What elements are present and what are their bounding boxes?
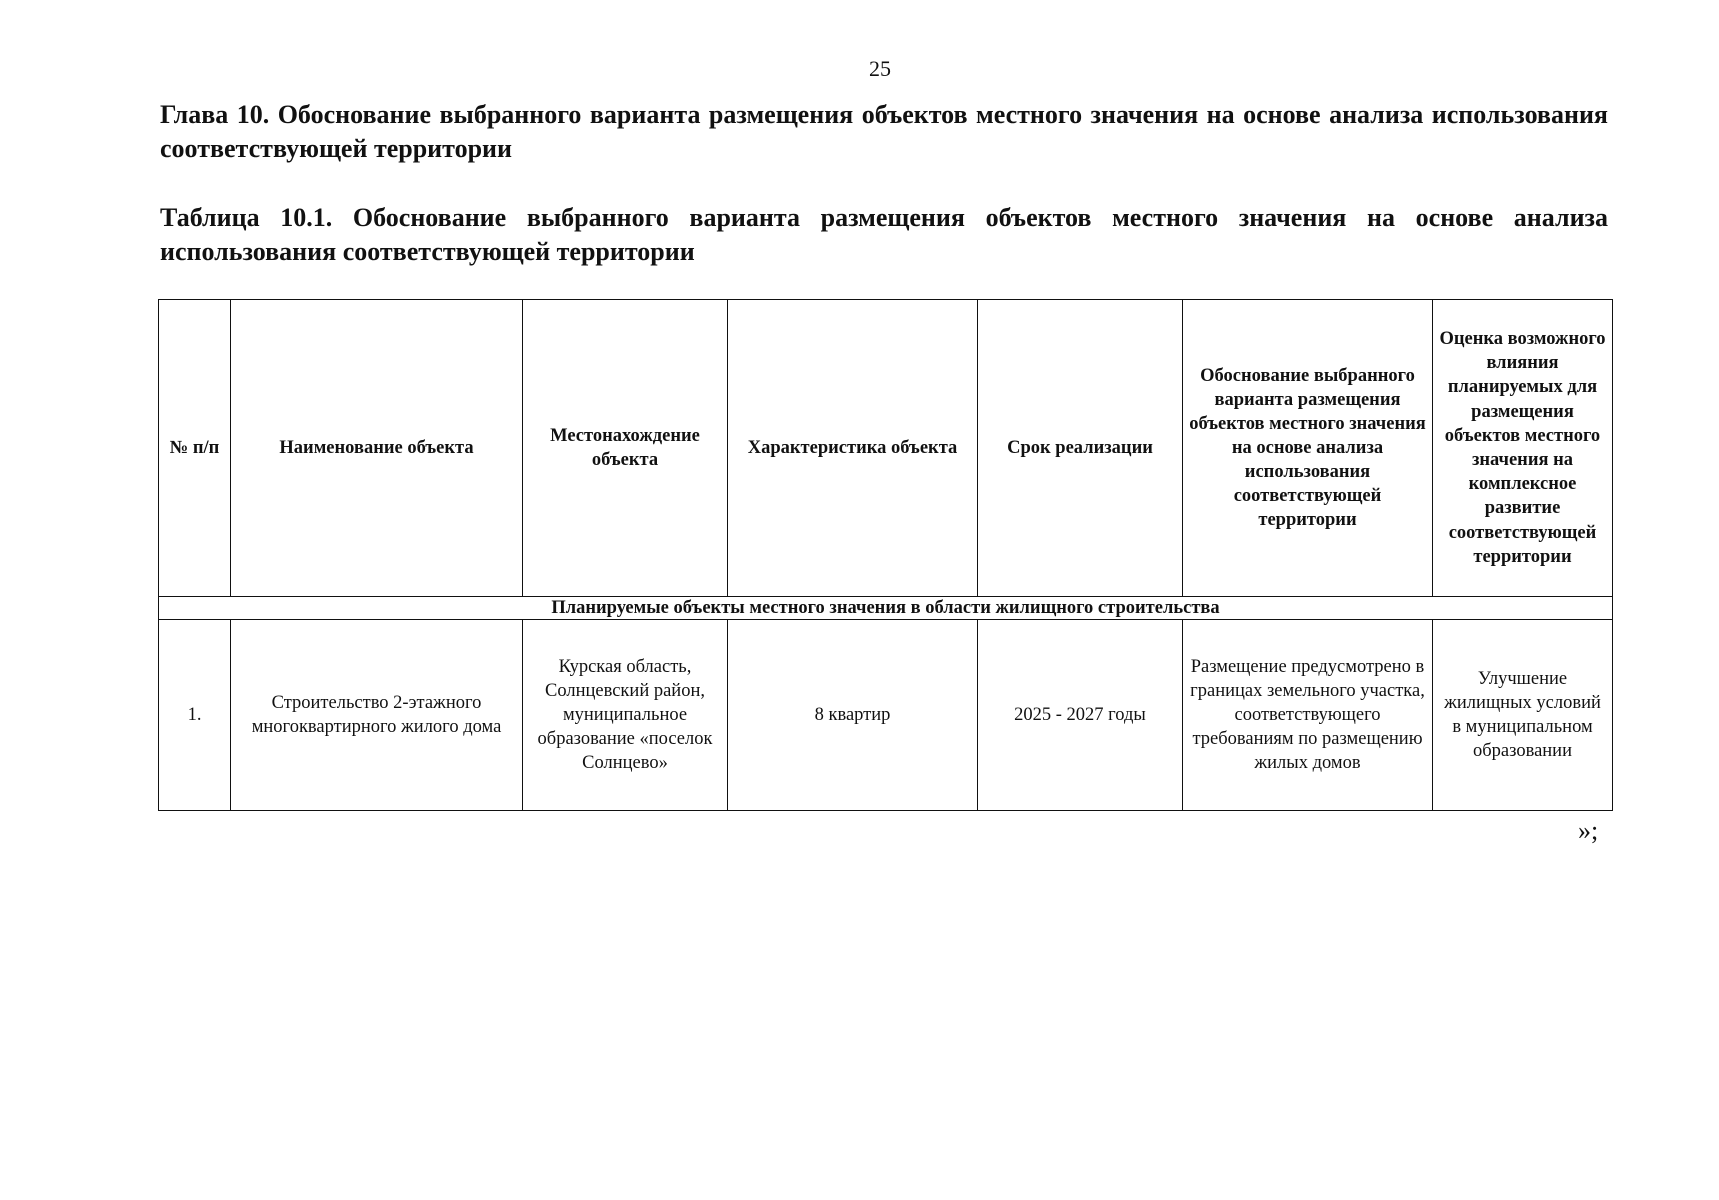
cell-characteristic: 8 квартир [728, 620, 978, 811]
chapter-title: Глава 10. Обоснование выбранного варианта размещения объектов местного значения на основе анализа использования соответствующей территории [160, 100, 1608, 163]
table-header-row [159, 300, 1613, 597]
section-label: Планируемые объекты местного значения в области жилищного строительства [159, 597, 1613, 620]
header-term: Срок реализации [978, 300, 1183, 597]
header-number: № п/п [159, 300, 231, 597]
cell-location: Курская область, Солнцевский район, муниципальное образование «поселок Солнцево» [523, 620, 728, 811]
table-section-row [159, 597, 1613, 620]
header-characteristic: Характеристика объекта [728, 300, 978, 597]
cell-impact: Улучшение жилищных условий в муниципальном образовании [1433, 620, 1613, 811]
header-justification: Обоснование выбранного варианта размещения объектов местного значения на основе анализа использования соответствующей территории [1183, 300, 1433, 597]
cell-term: 2025 - 2027 годы [978, 620, 1183, 811]
cell-object-name: Строительство 2-этажного многоквартирного жилого дома [231, 620, 523, 811]
cell-justification: Размещение предусмотрено в границах земельного участка, соответствующего требованиям по размещению жилых домов [1183, 620, 1433, 811]
header-location: Местонахождение объекта [523, 300, 728, 597]
cell-number: 1. [159, 620, 231, 811]
justification-table [158, 299, 1613, 811]
table-row [159, 620, 1613, 811]
header-impact: Оценка возможного влияния планируемых для размещения объектов местного значения на комплексное развитие соответствующей территории [1433, 300, 1613, 597]
page-number: 25 [869, 56, 891, 81]
table-title: Таблица 10.1. Обоснование выбранного варианта размещения объектов местного значения на основе анализа использования соответствующей территории [160, 203, 1608, 266]
header-object-name: Наименование объекта [231, 300, 523, 597]
closing-quote-mark: »; [1578, 816, 1599, 845]
